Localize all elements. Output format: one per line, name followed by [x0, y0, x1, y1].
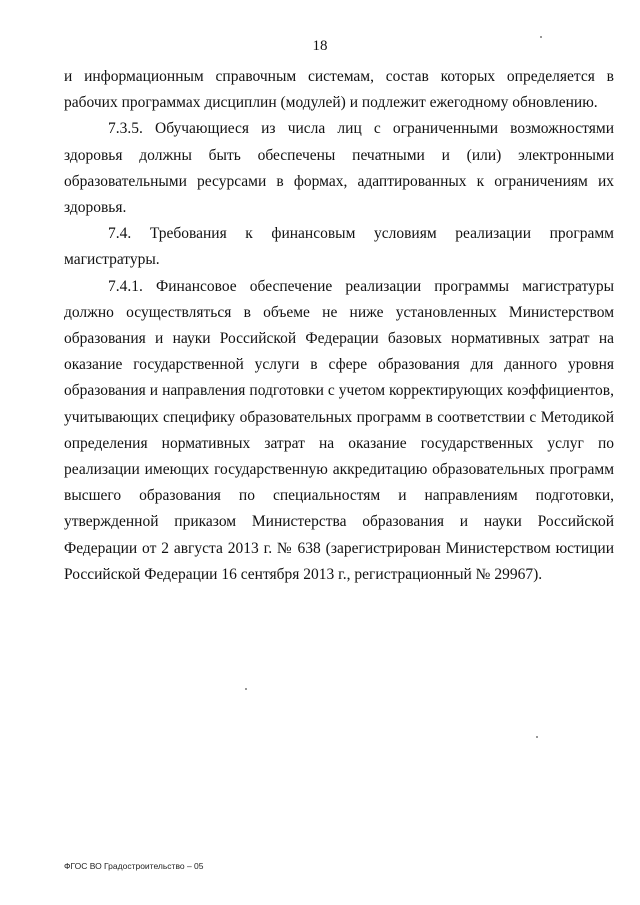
scan-speck	[536, 736, 538, 738]
scan-speck	[540, 36, 542, 38]
document-body	[64, 64, 614, 588]
paragraph-7-4-1: 7.4.1. Финансовое обеспечение реализации программы магистратуры должно осуществляться в объеме не ниже установленных Министерством образования и науки Российской Федерации базовых нормативных затрат на оказание государственной услуги в сфере образования для данного уровня образования и направления подготовки с учетом корректирующих коэффициентов, учитывающих специфику образовательных программ в соответствии с Методикой определения нормативных затрат на оказание государственных услуг по реализации имеющих государственную аккредитацию образовательных программ высшего образования по специальностям и направлениям подготовки, утвержденной приказом Министерства образования и науки Российской Федерации от 2 августа 2013 г. № 638 (зарегистрирован Министерством юстиции Российской Федерации 16 сентября 2013 г., регистрационный № 29967).	[64, 277, 614, 583]
scan-speck	[245, 688, 247, 690]
paragraph-7-4: 7.4. Требования к финансовым условиям реализации программ магистратуры.	[64, 225, 614, 269]
paragraph-continuation: и информационным справочным системам, состав которых определяется в рабочих программах дисциплин (модулей) и подлежит ежегодному обновлению.	[64, 68, 614, 112]
footer-label: ФГОС ВО Градостроительство – 05	[64, 861, 204, 871]
page-number: 18	[312, 38, 328, 54]
paragraph-7-3-5: 7.3.5. Обучающиеся из числа лиц с ограниченными возможностями здоровья должны быть обеспечены печатными и (или) электронными образовательными ресурсами в формах, адаптированных к ограничениям их здоровья.	[64, 120, 614, 217]
